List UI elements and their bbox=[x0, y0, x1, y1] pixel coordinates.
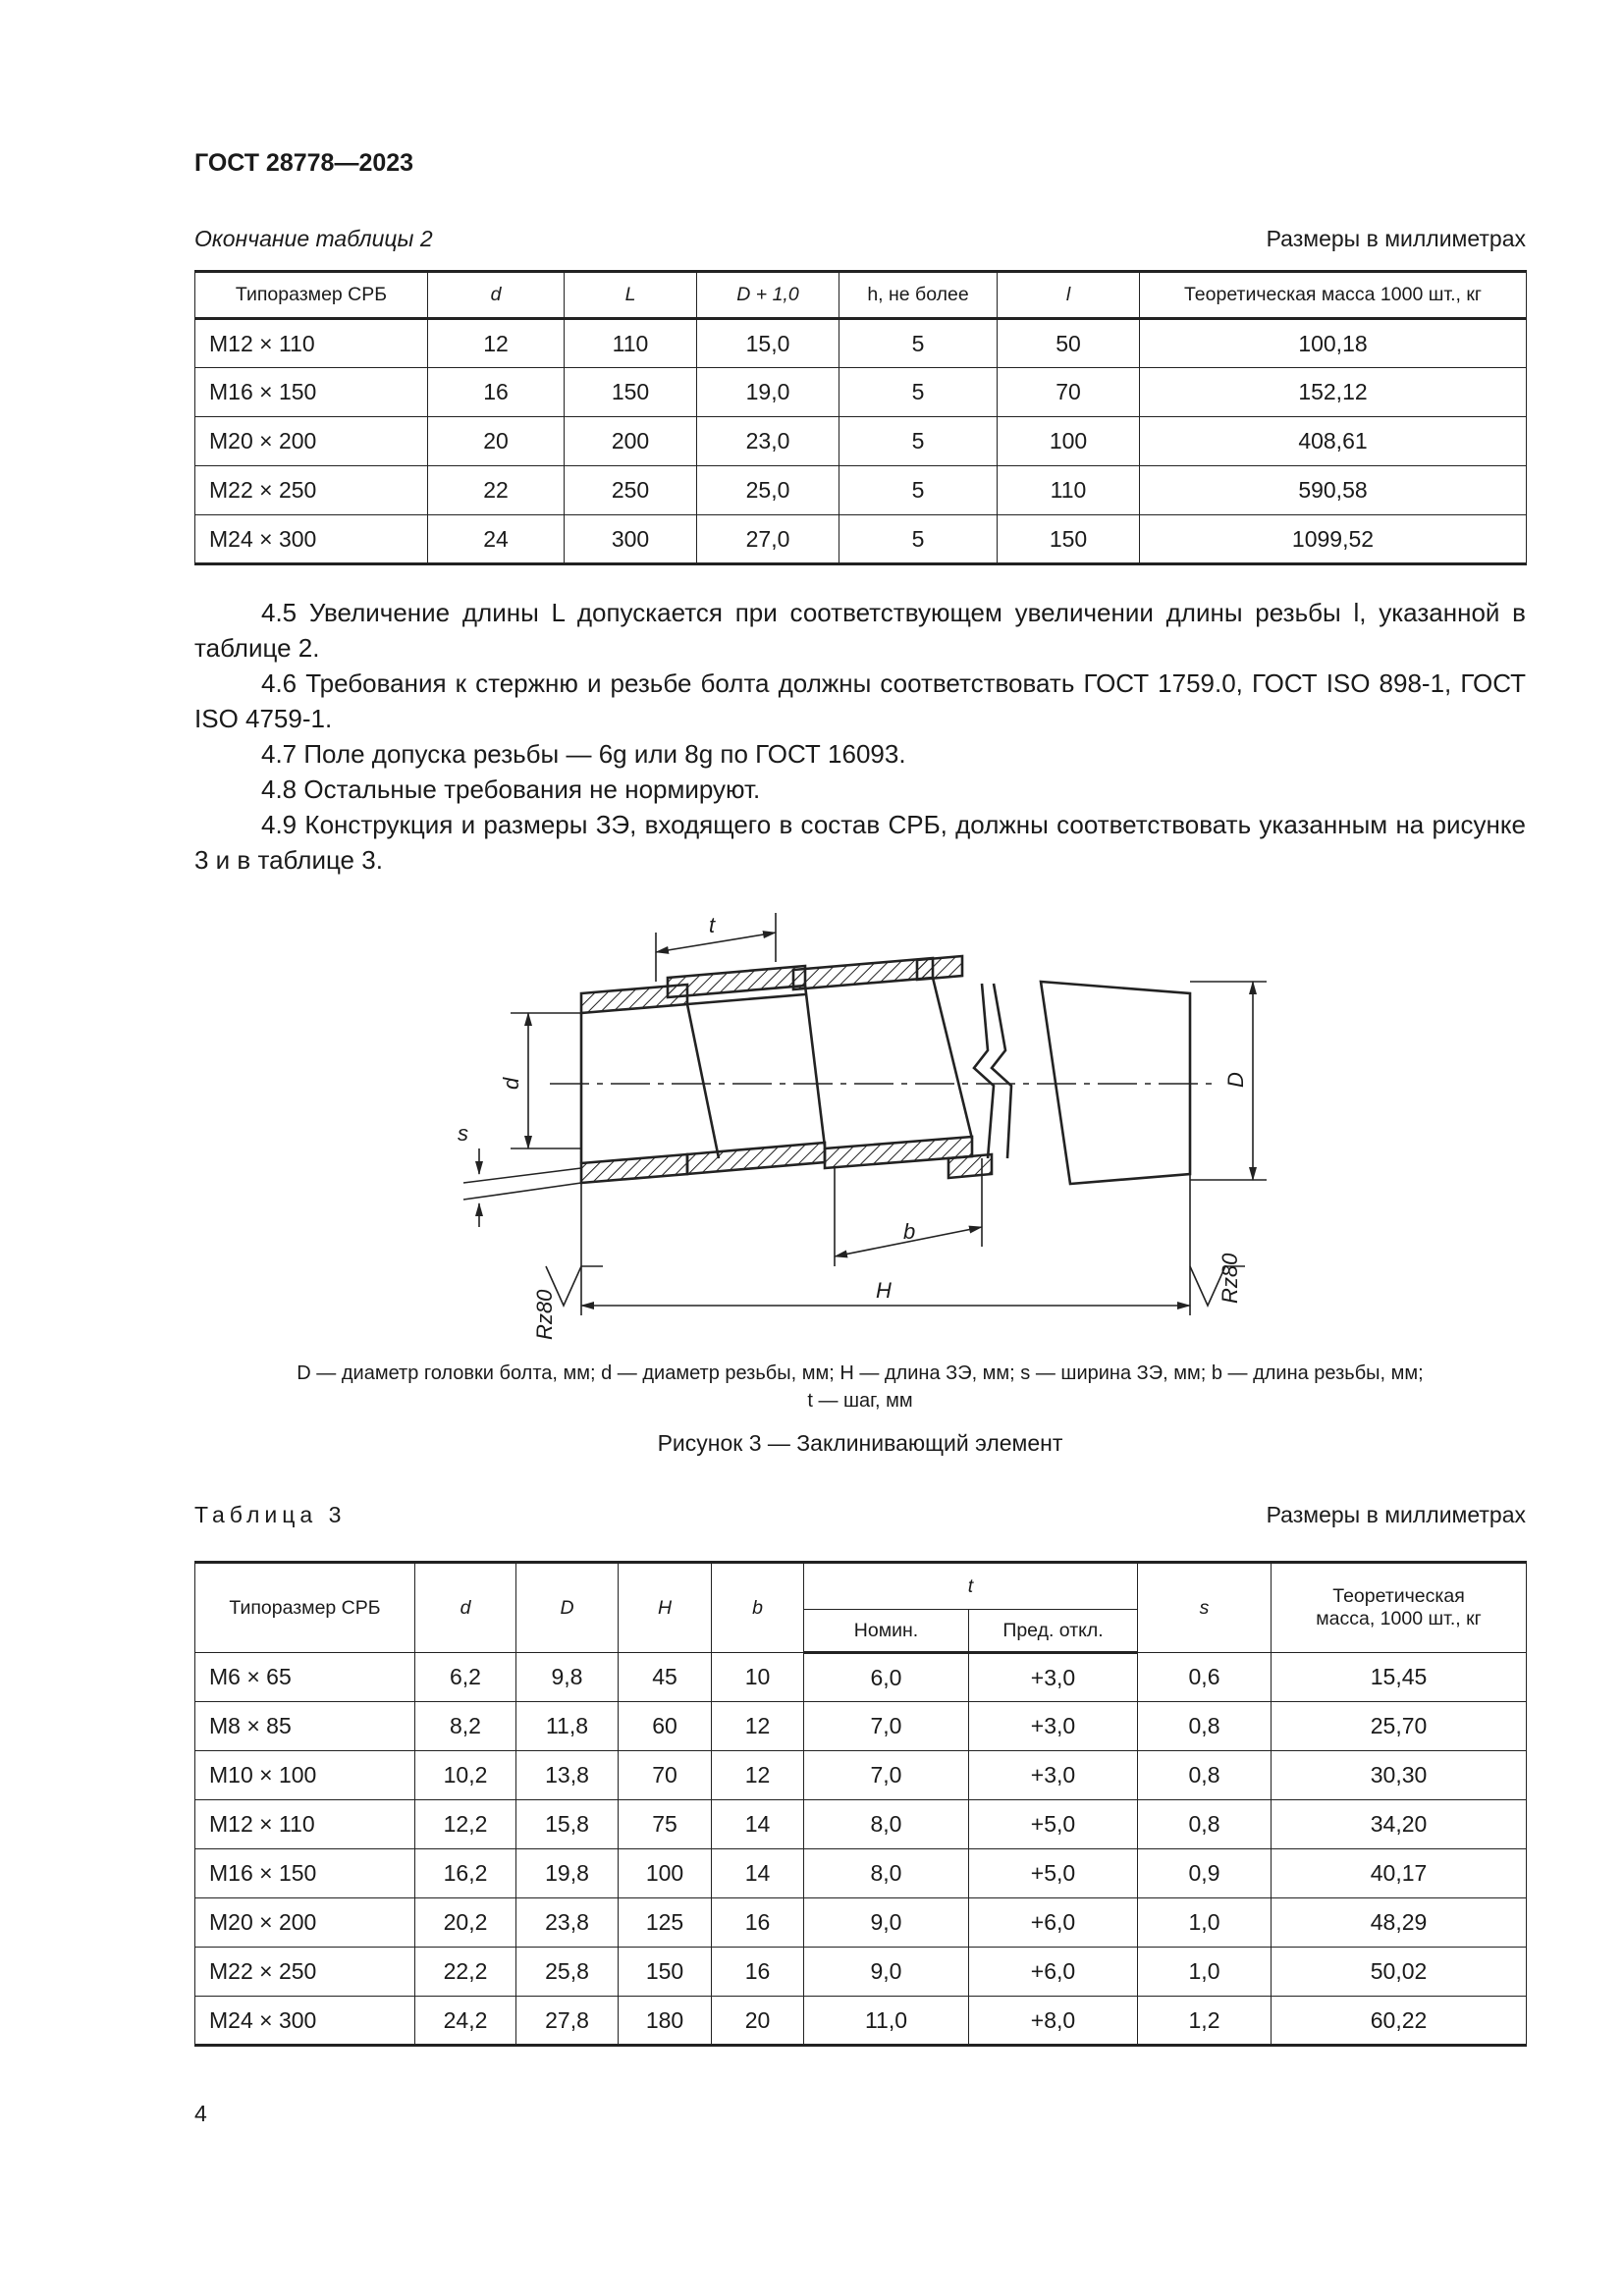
table-cell: +5,0 bbox=[969, 1800, 1138, 1849]
table-cell: 16 bbox=[712, 1948, 804, 1997]
figure-legend-line-2: t — шаг, мм bbox=[807, 1390, 913, 1412]
table3-header-t: t bbox=[804, 1563, 1138, 1610]
table-cell: 0,9 bbox=[1138, 1849, 1272, 1898]
table2-header-type: Типоразмер СРБ bbox=[195, 272, 428, 319]
table-cell: 19,0 bbox=[697, 368, 839, 417]
table-cell: 100 bbox=[619, 1849, 712, 1898]
table-cell: 19,8 bbox=[516, 1849, 619, 1898]
table-cell: 110 bbox=[998, 466, 1140, 515]
table-cell: +3,0 bbox=[969, 1702, 1138, 1751]
table-cell: 5 bbox=[839, 319, 998, 368]
table-cell: 25,0 bbox=[697, 466, 839, 515]
table3-header-t-dev: Пред. откл. bbox=[969, 1610, 1138, 1653]
table-cell: 27,8 bbox=[516, 1997, 619, 2046]
table-cell: 8,0 bbox=[804, 1849, 969, 1898]
table-cell: 0,8 bbox=[1138, 1702, 1272, 1751]
table-cell: 24 bbox=[428, 515, 565, 564]
table-cell: +6,0 bbox=[969, 1898, 1138, 1948]
table-cell: 5 bbox=[839, 417, 998, 466]
table-cell: 70 bbox=[998, 368, 1140, 417]
table3-header-d: d bbox=[415, 1563, 516, 1653]
page-number: 4 bbox=[194, 2101, 207, 2126]
table-cell: 16 bbox=[428, 368, 565, 417]
table2-header-D: D + 1,0 bbox=[697, 272, 839, 319]
table-cell: 70 bbox=[619, 1751, 712, 1800]
table-cell: 250 bbox=[565, 466, 697, 515]
table-cell: M16 × 150 bbox=[195, 1849, 415, 1898]
table-cell: 16 bbox=[712, 1898, 804, 1948]
table-cell: M8 × 85 bbox=[195, 1702, 415, 1751]
table-cell: 150 bbox=[998, 515, 1140, 564]
table3-header-H: H bbox=[619, 1563, 712, 1653]
table-cell: 25,8 bbox=[516, 1948, 619, 1997]
table-cell: 15,8 bbox=[516, 1800, 619, 1849]
top-strip-2 bbox=[668, 966, 805, 997]
table-cell: M12 × 110 bbox=[195, 319, 428, 368]
table-cell: 75 bbox=[619, 1800, 712, 1849]
label-s: s bbox=[458, 1121, 468, 1146]
table-cell: 12 bbox=[712, 1702, 804, 1751]
table-cell: 408,61 bbox=[1140, 417, 1527, 466]
table2-header-mass: Теоретическая масса 1000 шт., кг bbox=[1140, 272, 1527, 319]
table3-units: Размеры в миллиметрах bbox=[1266, 1502, 1526, 1527]
table-cell: 9,8 bbox=[516, 1653, 619, 1702]
table-cell: +6,0 bbox=[969, 1948, 1138, 1997]
table-cell: 200 bbox=[565, 417, 697, 466]
table3-header-s: s bbox=[1138, 1563, 1272, 1653]
table-cell: 0,8 bbox=[1138, 1800, 1272, 1849]
table-cell: 125 bbox=[619, 1898, 712, 1948]
table-row bbox=[195, 1702, 1527, 1751]
table-cell: 6,2 bbox=[415, 1653, 516, 1702]
table3-header-row bbox=[195, 1563, 1527, 1610]
table2-caption: Окончание таблицы 2 bbox=[194, 226, 433, 251]
table-cell: M20 × 200 bbox=[195, 417, 428, 466]
table-cell: M20 × 200 bbox=[195, 1898, 415, 1948]
table-cell: 12 bbox=[428, 319, 565, 368]
label-d: d bbox=[499, 1077, 523, 1090]
table-cell: 23,0 bbox=[697, 417, 839, 466]
label-t: t bbox=[709, 913, 716, 937]
table-cell: 20,2 bbox=[415, 1898, 516, 1948]
top-strip-3 bbox=[793, 958, 933, 989]
table-cell: 152,12 bbox=[1140, 368, 1527, 417]
table-cell: +3,0 bbox=[969, 1653, 1138, 1702]
table3-header-type: Типоразмер СРБ bbox=[195, 1563, 415, 1653]
bottom-strip-1 bbox=[581, 1154, 687, 1183]
table-cell: 15,0 bbox=[697, 319, 839, 368]
table-cell: 1,0 bbox=[1138, 1948, 1272, 1997]
label-rz-left: Rz80 bbox=[532, 1289, 557, 1340]
table-cell: 0,6 bbox=[1138, 1653, 1272, 1702]
table-cell: 10,2 bbox=[415, 1751, 516, 1800]
table-cell: 24,2 bbox=[415, 1997, 516, 2046]
table-cell: 22 bbox=[428, 466, 565, 515]
table-cell: 7,0 bbox=[804, 1751, 969, 1800]
table-cell: M10 × 100 bbox=[195, 1751, 415, 1800]
bottom-strip-4 bbox=[948, 1154, 992, 1178]
table-cell: 50,02 bbox=[1272, 1948, 1527, 1997]
table-cell: 1,0 bbox=[1138, 1898, 1272, 1948]
table-cell: 0,8 bbox=[1138, 1751, 1272, 1800]
table-cell: 14 bbox=[712, 1800, 804, 1849]
table3-caption: Таблица 3 bbox=[194, 1502, 347, 1527]
table-cell: M6 × 65 bbox=[195, 1653, 415, 1702]
table-cell: 180 bbox=[619, 1997, 712, 2046]
table-cell: 23,8 bbox=[516, 1898, 619, 1948]
table-cell: 9,0 bbox=[804, 1948, 969, 1997]
label-b: b bbox=[903, 1219, 916, 1244]
table-cell: 590,58 bbox=[1140, 466, 1527, 515]
table-cell: 9,0 bbox=[804, 1898, 969, 1948]
table-cell: 8,0 bbox=[804, 1800, 969, 1849]
table-cell: 6,0 bbox=[804, 1653, 969, 1702]
figure-legend bbox=[194, 1360, 1526, 1415]
label-D: D bbox=[1223, 1072, 1248, 1088]
table-cell: 15,45 bbox=[1272, 1653, 1527, 1702]
table-cell: 110 bbox=[565, 319, 697, 368]
table2-header-d: d bbox=[428, 272, 565, 319]
table-cell: +8,0 bbox=[969, 1997, 1138, 2046]
table-cell: 100 bbox=[998, 417, 1140, 466]
table-cell: 45 bbox=[619, 1653, 712, 1702]
table-cell: 25,70 bbox=[1272, 1702, 1527, 1751]
table-cell: 150 bbox=[619, 1948, 712, 1997]
table-cell: 1099,52 bbox=[1140, 515, 1527, 564]
table-cell: 13,8 bbox=[516, 1751, 619, 1800]
table-cell: 10 bbox=[712, 1653, 804, 1702]
paragraph-4-7: 4.7 Поле допуска резьбы — 6g или 8g по ГОСТ 16093. bbox=[261, 739, 906, 769]
paragraph-4-5: 4.5 Увеличение длины L допускается при соответствующем увеличении длины резьбы l, указанной в таблице 2. bbox=[194, 598, 1526, 663]
table-cell: 20 bbox=[428, 417, 565, 466]
table-cell: 60,22 bbox=[1272, 1997, 1527, 2046]
table3-header-mass: Теоретическая масса, 1000 шт., кг bbox=[1272, 1563, 1527, 1653]
bottom-strip-2 bbox=[687, 1143, 825, 1174]
table2-header-h: h, не более bbox=[839, 272, 998, 319]
figure-legend-line-1: D — диаметр головки болта, мм; d — диаметр резьбы, мм; H — длина ЗЭ, мм; s — ширина ЗЭ, мм; b — длина резьбы, мм; bbox=[297, 1362, 1424, 1384]
table-cell: 8,2 bbox=[415, 1702, 516, 1751]
table-cell: 1,2 bbox=[1138, 1997, 1272, 2046]
table-row bbox=[195, 1800, 1527, 1849]
table-cell: +3,0 bbox=[969, 1751, 1138, 1800]
table-cell: M24 × 300 bbox=[195, 1997, 415, 2046]
table-cell: 11,8 bbox=[516, 1702, 619, 1751]
table-cell: M22 × 250 bbox=[195, 466, 428, 515]
table-cell: 7,0 bbox=[804, 1702, 969, 1751]
table-cell: 150 bbox=[565, 368, 697, 417]
document-header: ГОСТ 28778—2023 bbox=[194, 149, 414, 177]
table-row bbox=[195, 1948, 1527, 1997]
table3-header-b: b bbox=[712, 1563, 804, 1653]
table-cell: 40,17 bbox=[1272, 1849, 1527, 1898]
table-row bbox=[195, 1898, 1527, 1948]
table-row bbox=[195, 1751, 1527, 1800]
table-row bbox=[195, 1997, 1527, 2046]
label-rz-right: Rz80 bbox=[1218, 1253, 1242, 1304]
top-strip-4 bbox=[917, 956, 962, 980]
table-cell: 100,18 bbox=[1140, 319, 1527, 368]
table-cell: 11,0 bbox=[804, 1997, 969, 2046]
paragraph-4-6: 4.6 Требования к стержню и резьбе болта должны соответствовать ГОСТ 1759.0, ГОСТ ISO 898-1, ГОСТ ISO 4759-1. bbox=[194, 668, 1526, 733]
table3-header-t-nom: Номин. bbox=[804, 1610, 969, 1653]
table3 bbox=[194, 1561, 1527, 2047]
table2-header-L: L bbox=[565, 272, 697, 319]
table-row bbox=[195, 1653, 1527, 1702]
table-cell: 22,2 bbox=[415, 1948, 516, 1997]
label-H: H bbox=[876, 1278, 892, 1303]
table-cell: M24 × 300 bbox=[195, 515, 428, 564]
table-cell: 16,2 bbox=[415, 1849, 516, 1898]
figure-title: Рисунок 3 — Заклинивающий элемент bbox=[657, 1430, 1063, 1456]
table2-units: Размеры в миллиметрах bbox=[1266, 226, 1526, 251]
paragraph-4-8: 4.8 Остальные требования не нормируют. bbox=[261, 774, 761, 804]
table-cell: 60 bbox=[619, 1702, 712, 1751]
table-row bbox=[195, 1849, 1527, 1898]
table-cell: +5,0 bbox=[969, 1849, 1138, 1898]
table2-header-l: l bbox=[998, 272, 1140, 319]
table-cell: 14 bbox=[712, 1849, 804, 1898]
paragraph-4-9: 4.9 Конструкция и размеры ЗЭ, входящего в состав СРБ, должны соответствовать указанным на рисунке 3 и в таблице 3. bbox=[194, 810, 1526, 875]
table-cell: M16 × 150 bbox=[195, 368, 428, 417]
table-cell: M12 × 110 bbox=[195, 1800, 415, 1849]
table-cell: 34,20 bbox=[1272, 1800, 1527, 1849]
table-cell: 5 bbox=[839, 368, 998, 417]
table3-header-D: D bbox=[516, 1563, 619, 1653]
table-cell: 48,29 bbox=[1272, 1898, 1527, 1948]
bolt-head bbox=[1041, 982, 1190, 1184]
table-cell: 300 bbox=[565, 515, 697, 564]
table-cell: 50 bbox=[998, 319, 1140, 368]
table-cell: 5 bbox=[839, 515, 998, 564]
table-cell: M22 × 250 bbox=[195, 1948, 415, 1997]
table-cell: 30,30 bbox=[1272, 1751, 1527, 1800]
table-cell: 5 bbox=[839, 466, 998, 515]
table-cell: 12,2 bbox=[415, 1800, 516, 1849]
table-cell: 20 bbox=[712, 1997, 804, 2046]
table-cell: 12 bbox=[712, 1751, 804, 1800]
wedge-element-outline bbox=[581, 956, 1190, 1184]
table-cell: 27,0 bbox=[697, 515, 839, 564]
